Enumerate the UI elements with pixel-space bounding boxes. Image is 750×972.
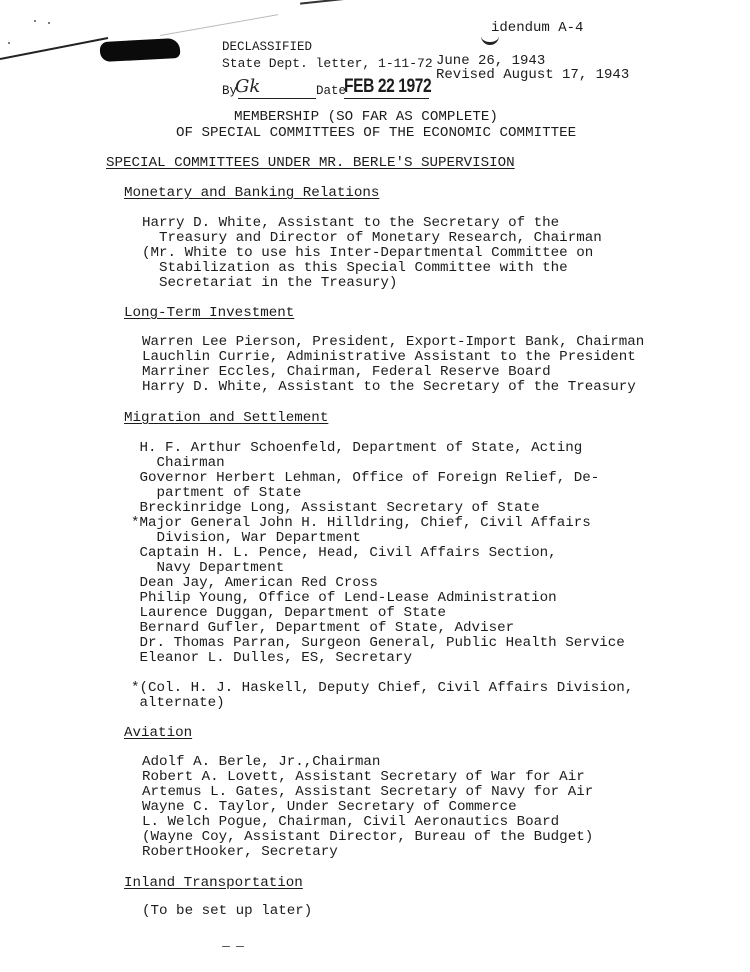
declassified-label: DECLASSIFIED <box>222 40 313 54</box>
member-line: Warren Lee Pierson, President, Export-Import Bank, Chairman <box>142 334 645 350</box>
pen-stroke <box>0 37 108 60</box>
speck <box>34 20 36 22</box>
member-line: Laurence Duggan, Department of State <box>131 605 447 621</box>
footnote-line: alternate) <box>131 695 225 711</box>
member-line: Wayne C. Taylor, Under Secretary of Commerce <box>142 799 517 815</box>
member-line: Bernard Gufler, Department of State, Adviser <box>131 620 515 636</box>
member-line: Harry D. White, Assistant to the Secretary of the Treasury <box>142 379 636 395</box>
redaction-block <box>100 38 181 62</box>
member-line: Adolf A. Berle, Jr.,Chairman <box>142 754 381 770</box>
member-line: Philip Young, Office of Lend-Lease Administration <box>131 590 557 606</box>
member-line: Stabilization as this Special Committee with the <box>142 260 568 276</box>
title-line-1: MEMBERSHIP (SO FAR AS COMPLETE) <box>234 109 498 125</box>
revised-date: Revised August 17, 1943 <box>436 67 630 83</box>
title-line-2: OF SPECIAL COMMITTEES OF THE ECONOMIC COMMITTEE <box>176 125 577 141</box>
section-heading: SPECIAL COMMITTEES UNDER MR. BERLE'S SUPERVISION <box>106 155 515 171</box>
member-line: Lauchlin Currie, Administrative Assistant to the President <box>142 349 636 365</box>
member-line: Division, War Department <box>131 530 361 546</box>
member-line: Chairman <box>131 455 225 471</box>
declassifier-signature: Gk <box>235 76 261 97</box>
member-line: (Mr. White to use his Inter-Departmental Committee on <box>142 245 594 261</box>
member-line: Dr. Thomas Parran, Surgeon General, Public Health Service <box>131 635 625 651</box>
committee-heading-monetary: Monetary and Banking Relations <box>124 185 380 201</box>
faint-stroke <box>160 14 278 36</box>
committee-heading-inland-transportation: Inland Transportation <box>124 875 303 891</box>
speck <box>222 946 230 947</box>
by-label: By <box>222 84 238 98</box>
speck <box>48 22 50 24</box>
member-line: Governor Herbert Lehman, Office of Foreign Relief, De- <box>131 470 600 486</box>
member-line: partment of State <box>131 485 302 501</box>
member-line: Treasury and Director of Monetary Research, Chairman <box>142 230 602 246</box>
member-line: Robert A. Lovett, Assistant Secretary of War for Air <box>142 769 585 785</box>
member-line: (Wayne Coy, Assistant Director, Bureau of the Budget) <box>142 829 594 845</box>
speck <box>236 946 244 947</box>
member-line: Breckinridge Long, Assistant Secretary of State <box>131 500 540 516</box>
member-line: Navy Department <box>131 560 285 576</box>
member-line: Marriner Eccles, Chairman, Federal Reserve Board <box>142 364 551 380</box>
member-line: L. Welch Pogue, Chairman, Civil Aeronautics Board <box>142 814 560 830</box>
member-line: RobertHooker, Secretary <box>142 844 338 860</box>
member-line: *Major General John H. Hilldring, Chief, Civil Affairs <box>131 515 591 531</box>
committee-heading-migration: Migration and Settlement <box>124 410 329 426</box>
member-line: Captain H. L. Pence, Head, Civil Affairs Section, <box>131 545 557 561</box>
committee-heading-aviation: Aviation <box>124 725 193 741</box>
member-line: Secretariat in the Treasury) <box>142 275 398 291</box>
member-line: H. F. Arthur Schoenfeld, Department of State, Acting <box>131 440 583 456</box>
member-line: Harry D. White, Assistant to the Secretary of the <box>142 215 560 231</box>
member-line: Dean Jay, American Red Cross <box>131 575 378 591</box>
scan-mark <box>300 0 350 5</box>
footnote-line: *(Col. H. J. Haskell, Deputy Chief, Civil Affairs Division, <box>131 680 634 696</box>
committee-heading-long-term-investment: Long-Term Investment <box>124 305 295 321</box>
declassification-date-stamp: FEB 22 1972 <box>344 76 432 97</box>
speck <box>8 42 10 44</box>
document-date: June 26, 1943 <box>436 53 546 69</box>
member-line: (To be set up later) <box>142 903 313 919</box>
date-label: Date <box>316 84 347 98</box>
addendum-label: idendum A-4 <box>491 20 584 36</box>
member-line: Artemus L. Gates, Assistant Secretary of Navy for Air <box>142 784 594 800</box>
member-line: Eleanor L. Dulles, ES, Secretary <box>131 650 412 666</box>
declassified-authority: State Dept. letter, 1-11-72 <box>222 56 433 71</box>
